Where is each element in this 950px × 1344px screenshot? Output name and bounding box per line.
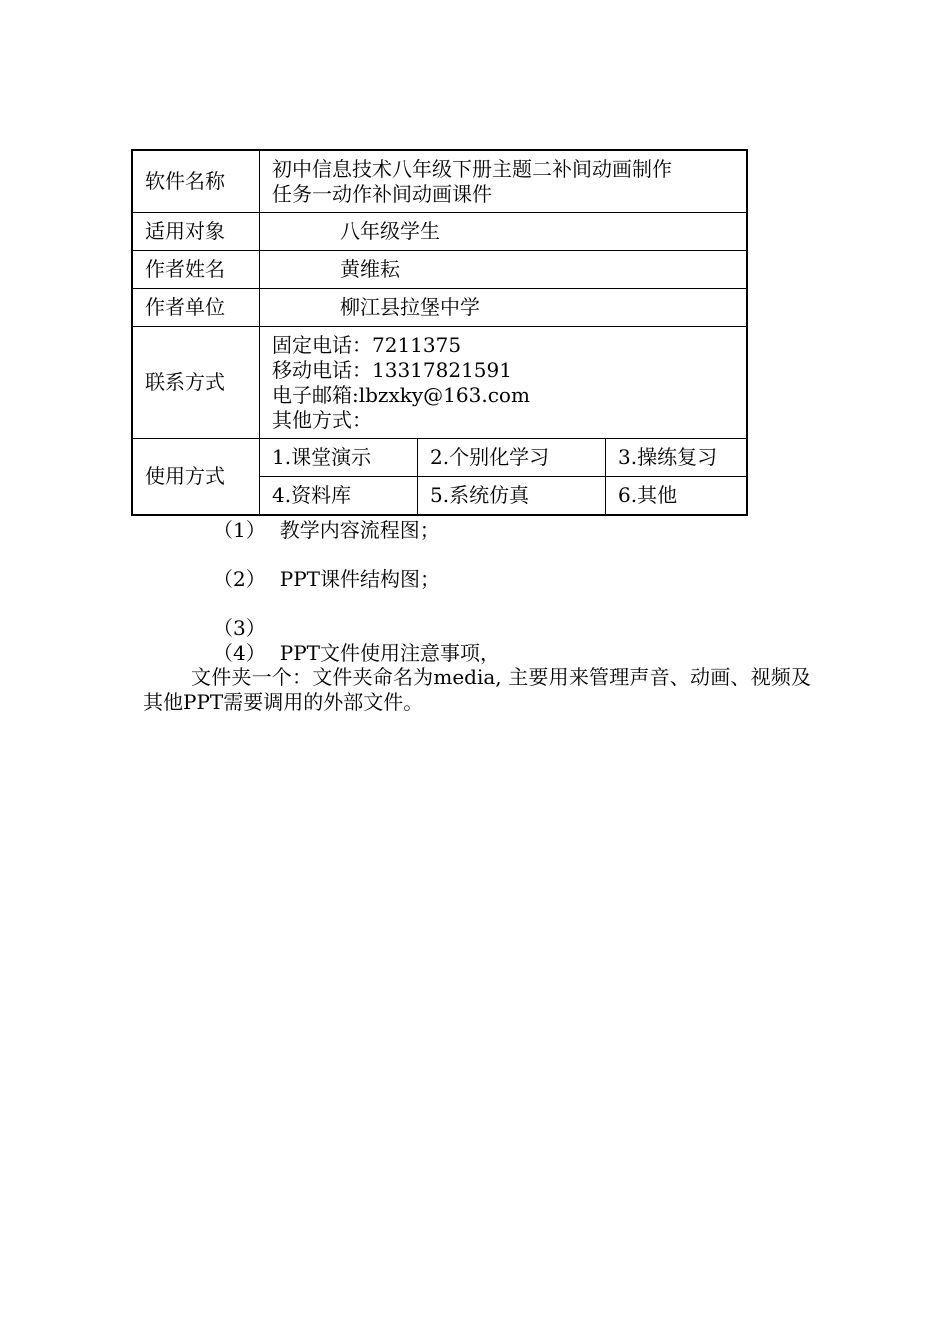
audience-value: 八年级学生 xyxy=(260,213,748,251)
usage-label: 使用方式 xyxy=(132,439,260,516)
author-name-value: 黄维耘 xyxy=(260,251,748,289)
email-line: 电子邮箱:lbzxky@163.com xyxy=(272,382,530,407)
phone-line: 固定电话：7211375 xyxy=(272,332,462,357)
list-number: （4） xyxy=(213,641,266,665)
list-item-4 xyxy=(213,641,500,665)
software-name-line-1: 初中信息技术八年级下册主题二补间动画制作 xyxy=(272,156,672,181)
list-number: （2） xyxy=(213,567,266,591)
other-contact-line: 其他方式： xyxy=(272,407,372,432)
contact-label: 联系方式 xyxy=(132,327,260,439)
mobile-line: 移动电话：13317821591 xyxy=(272,357,512,382)
list-text: PPT文件使用注意事项， xyxy=(279,641,500,665)
list-text: 教学内容流程图； xyxy=(279,518,440,542)
usage-option-6: 6.其他 xyxy=(606,477,748,516)
courseware-info-table xyxy=(131,149,748,516)
folder-note-paragraph: 文件夹一个：文件夹命名为media, 主要用来管理声音、动画、视频及其他PPT需要调用的外部文件。 xyxy=(143,665,811,714)
usage-option-2: 2.个别化学习 xyxy=(418,439,606,477)
author-name-label: 作者姓名 xyxy=(132,251,260,289)
list-number: （1） xyxy=(213,518,266,542)
audience-label: 适用对象 xyxy=(132,213,260,251)
software-name-label: 软件名称 xyxy=(132,150,260,213)
usage-option-3: 3.操练复习 xyxy=(606,439,748,477)
software-name-line-2: 任务一动作补间动画课件 xyxy=(272,181,492,206)
usage-option-5: 5.系统仿真 xyxy=(418,477,606,516)
contact-value xyxy=(260,327,748,439)
list-item-3 xyxy=(213,616,266,640)
usage-option-4: 4.资料库 xyxy=(260,477,418,516)
software-name-value xyxy=(260,150,748,213)
usage-option-1: 1.课堂演示 xyxy=(260,439,418,477)
author-unit-label: 作者单位 xyxy=(132,289,260,327)
author-unit-value: 柳江县拉堡中学 xyxy=(260,289,748,327)
list-item-2 xyxy=(213,567,440,591)
list-item-1 xyxy=(213,518,440,542)
list-text: PPT课件结构图； xyxy=(279,567,440,591)
list-number: （3） xyxy=(213,616,266,640)
